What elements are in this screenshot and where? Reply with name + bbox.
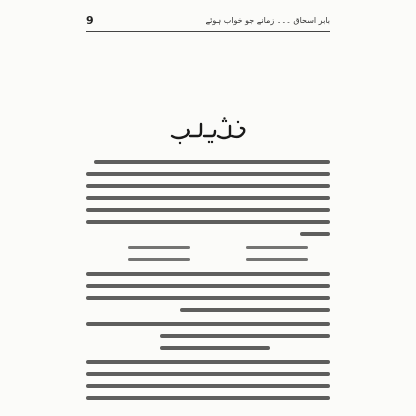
text-line — [86, 372, 330, 376]
text-line — [86, 322, 330, 326]
page-header — [86, 14, 330, 30]
text-line — [86, 284, 330, 288]
text-line — [86, 360, 330, 364]
chapter-heading — [168, 116, 248, 146]
text-line — [86, 396, 330, 400]
body-text — [86, 160, 330, 410]
page-number: 9 — [86, 14, 94, 27]
text-line — [86, 172, 330, 176]
text-line — [86, 184, 330, 188]
text-line — [86, 220, 330, 224]
text-line — [300, 232, 330, 236]
text-line — [180, 308, 330, 312]
verse-line — [246, 246, 308, 249]
chapter-heading-calligraphy — [168, 116, 248, 146]
running-title: بابر اسحاق ۔۔۔ زمانے جو خواب ہوئے — [205, 16, 330, 25]
text-line — [86, 384, 330, 388]
verse-line — [246, 258, 308, 261]
verse-line — [128, 246, 190, 249]
text-line — [86, 272, 330, 276]
text-line — [94, 160, 330, 164]
header-rule — [86, 31, 330, 32]
text-line — [86, 208, 330, 212]
verse-line — [128, 258, 190, 261]
text-line — [160, 346, 270, 350]
text-line — [86, 196, 330, 200]
text-line — [160, 334, 330, 338]
text-line — [86, 296, 330, 300]
